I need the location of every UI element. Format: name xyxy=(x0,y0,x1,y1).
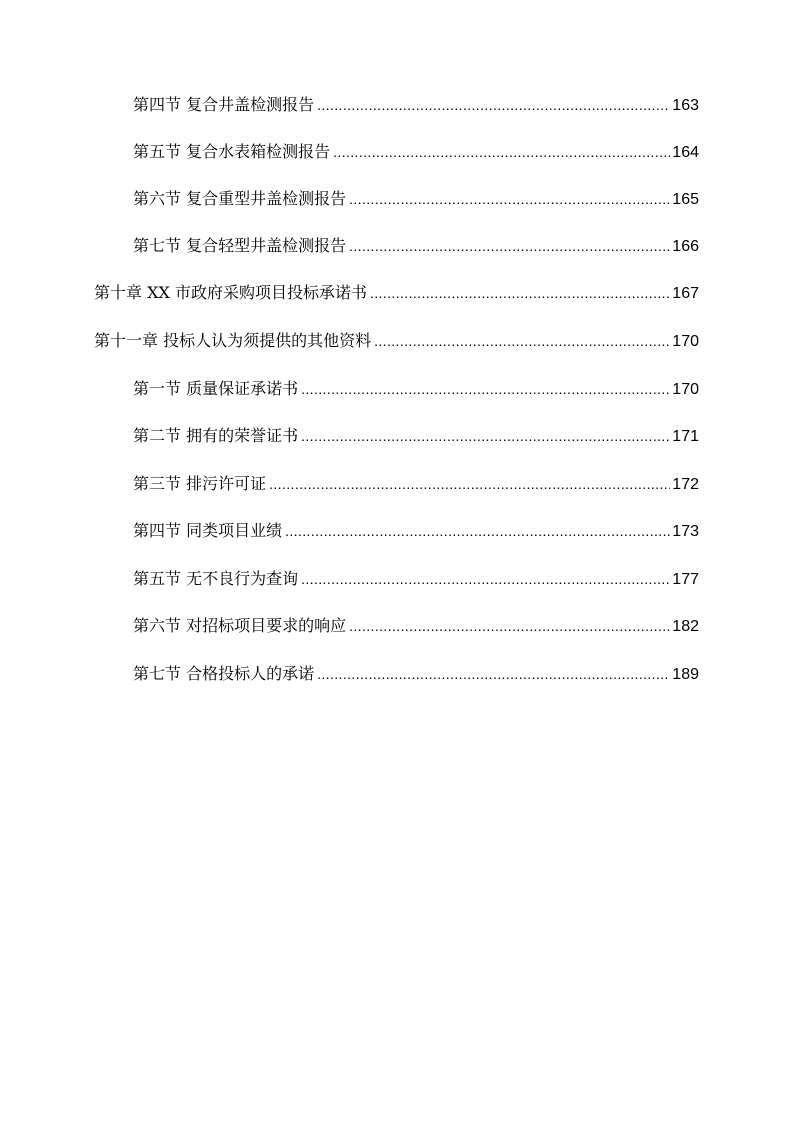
toc-entry[interactable] xyxy=(133,661,699,687)
toc-page-number: 173 xyxy=(672,523,699,540)
toc-leader-dots xyxy=(370,280,670,306)
toc-entry-title: 第五节 复合水表箱检测报告 xyxy=(133,142,331,161)
toc-entry-title: 第六节 对招标项目要求的响应 xyxy=(133,616,347,635)
toc-entry[interactable] xyxy=(94,328,699,354)
toc-entry-title: 第三节 排污许可证 xyxy=(133,474,267,493)
toc-page-number: 189 xyxy=(672,666,699,683)
toc-page-number: 170 xyxy=(672,381,699,398)
toc-entry[interactable] xyxy=(133,518,699,544)
toc-entry-title: 第二节 拥有的荣誉证书 xyxy=(133,426,299,445)
toc-entry[interactable] xyxy=(133,471,699,497)
toc-entry-title: 第七节 复合轻型井盖检测报告 xyxy=(133,236,347,255)
toc-leader-dots xyxy=(333,139,670,165)
toc-page-number: 182 xyxy=(672,618,699,635)
toc-entry[interactable] xyxy=(133,566,699,592)
toc-leader-dots xyxy=(349,186,670,212)
toc-page-number: 171 xyxy=(672,428,699,445)
toc-leader-dots xyxy=(301,423,670,449)
toc-page-number: 165 xyxy=(672,191,699,208)
toc-entry-title: 第一节 质量保证承诺书 xyxy=(133,379,299,398)
toc-entry-title: 第五节 无不良行为查询 xyxy=(133,569,299,588)
toc-entry[interactable] xyxy=(133,423,699,449)
toc-entry[interactable] xyxy=(133,92,699,118)
toc-page-number: 172 xyxy=(672,476,699,493)
toc-leader-dots xyxy=(349,613,670,639)
toc-entry[interactable] xyxy=(133,186,699,212)
toc-entry[interactable] xyxy=(133,613,699,639)
toc-entry-title: 第四节 同类项目业绩 xyxy=(133,521,283,540)
toc-page-number: 166 xyxy=(672,238,699,255)
toc-entry[interactable] xyxy=(133,233,699,259)
toc-leader-dots xyxy=(301,566,670,592)
toc-page-number: 164 xyxy=(672,144,699,161)
toc-entry-title: 第六节 复合重型井盖检测报告 xyxy=(133,189,347,208)
toc-entry[interactable] xyxy=(133,376,699,402)
toc-chapter-title: 第十章 XX 市政府采购项目投标承诺书 xyxy=(94,283,367,302)
toc-page-number: 167 xyxy=(672,285,699,302)
toc-page-number: 177 xyxy=(672,571,699,588)
toc-leader-dots xyxy=(301,376,670,402)
toc-leader-dots xyxy=(317,92,670,118)
toc-entry[interactable] xyxy=(133,139,699,165)
toc-entry[interactable] xyxy=(94,280,699,306)
toc-chapter-title: 第十一章 投标人认为须提供的其他资料 xyxy=(94,331,372,350)
toc-page-number: 163 xyxy=(672,97,699,114)
toc-leader-dots xyxy=(349,233,670,259)
toc-leader-dots xyxy=(285,518,670,544)
toc-leader-dots xyxy=(317,661,670,687)
toc-page-number: 170 xyxy=(672,333,699,350)
toc-entry-title: 第四节 复合井盖检测报告 xyxy=(133,95,315,114)
toc-leader-dots xyxy=(269,471,670,497)
toc-leader-dots xyxy=(374,328,670,354)
toc-entry-title: 第七节 合格投标人的承诺 xyxy=(133,664,315,683)
